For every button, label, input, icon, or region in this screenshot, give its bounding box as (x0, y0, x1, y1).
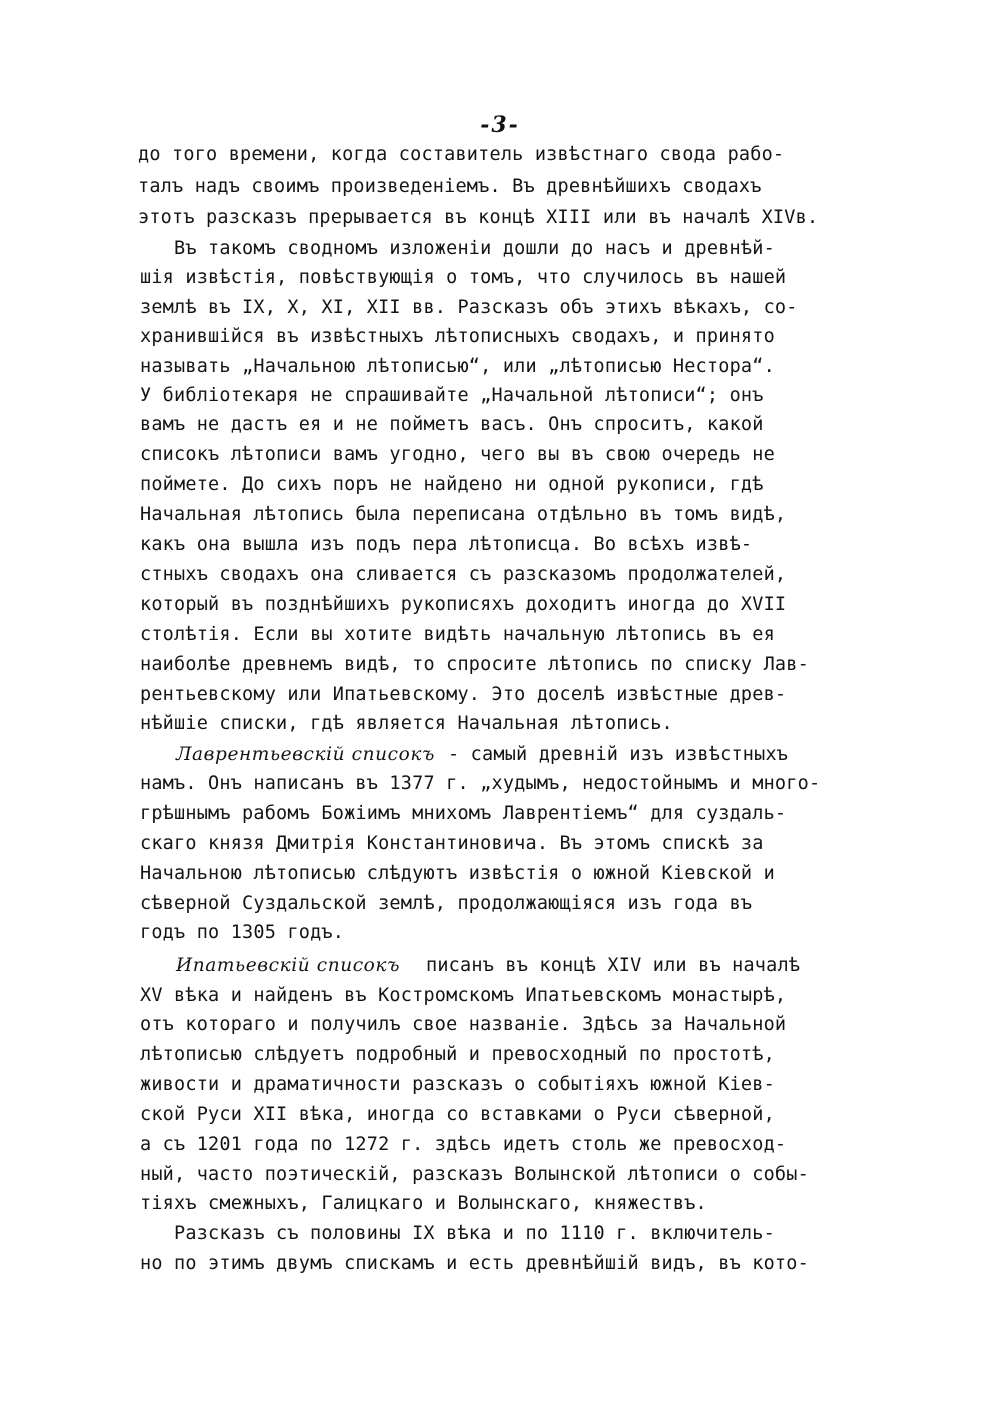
text-line-18: наиболѣе древнемъ видѣ, то спросите лѣтопись по списку Лав- (140, 654, 809, 675)
text-line-32: живости и драматичности разсказъ о событіяхъ южной Кіев- (140, 1074, 775, 1095)
text-line-34: а съ 1201 года по 1272 г. здѣсь идетъ столь же превосход- (140, 1134, 787, 1155)
text-line-25: Начальною лѣтописью слѣдуютъ извѣстія о южной Кіевской и (140, 863, 775, 884)
text-line-31: лѣтописью слѣдуетъ подробный и превосходный по простотѣ, (140, 1044, 775, 1065)
text-line-20: нѣйшіе списки, гдѣ является Начальная лѣтопись. (140, 713, 673, 734)
text-line-23: грѣшнымъ рабомъ Божіимъ мнихомъ Лаврентіемъ“ для суздаль- (140, 803, 787, 824)
text-line-22: намъ. Онъ написанъ въ 1377 г. „худымъ, недостойнымъ и много- (140, 773, 821, 794)
text-line-4: Въ такомъ сводномъ изложеніи дошли до насъ и древнѣй- (174, 238, 775, 259)
text-line-15: стныхъ сводахъ она сливается съ разсказомъ продолжателей, (140, 564, 787, 585)
text-line-14: какъ она вышла изъ подъ пера лѣтописца. Во всѣхъ извѣ- (140, 534, 753, 555)
text-line-3: этотъ разсказъ прерывается въ концѣ XIII или въ началѣ XIVв. (138, 207, 819, 228)
text-line-19: рентьевскому или Ипатьевскому. Это доселѣ извѣстные древ- (140, 684, 787, 705)
text-line-2: талъ надъ своимъ произведеніемъ. Въ древнѣйшихъ сводахъ (138, 176, 762, 197)
text-line-17: столѣтія. Если вы хотите видѣть начальную лѣтопись въ ея (140, 624, 775, 645)
text-line-29: XV вѣка и найденъ въ Костромскомъ Ипатьевскомъ монастырѣ, (140, 985, 787, 1006)
text-line-16: который въ позднѣйшихъ рукописяхъ доходитъ иногда до XVII (140, 594, 787, 615)
text-line-38: но по этимъ двумъ спискамъ и есть древнѣйшій видъ, въ кото- (140, 1253, 809, 1274)
text-line-5: шія извѣстія, повѣствующія о томъ, что случилось въ нашей (140, 267, 787, 288)
text-line-37: Разсказъ съ половины IX вѣка и по 1110 г. включитель- (174, 1223, 775, 1244)
text-line-36: тіяхъ смежныхъ, Галицкаго и Волынскаго, княжествъ. (140, 1193, 707, 1214)
text-line-24: скаго князя Дмитрія Константиновича. Въ этомъ спискѣ за (140, 833, 764, 854)
text-line-30: отъ котораго и получилъ свое названіе. Здѣсь за Начальной (140, 1014, 787, 1035)
text-line-27: годъ по 1305 годъ. (140, 922, 345, 943)
italic-heading-laurentian: Лаврентьевскій списокъ (176, 744, 435, 765)
text-line-10: вамъ не дастъ ея и не пойметъ васъ. Онъ спроситъ, какой (140, 414, 764, 435)
text-line-11: списокъ лѣтописи вамъ угодно, чего вы въ свою очередь не (140, 444, 775, 465)
text-line-6: землѣ въ IX, X, XI, XII вв. Разсказъ объ этихъ вѣкахъ, со- (140, 297, 798, 318)
text-line-9: У библіотекаря не спрашивайте „Начальной лѣтописи“; онъ (140, 385, 764, 406)
text-line-8: называть „Начальною лѣтописью“, или „лѣтописью Нестора“. (140, 356, 775, 377)
italic-heading-ipatiev: Ипатьевскій списокъ (176, 955, 400, 976)
text-line-12: поймете. До сихъ поръ не найдено ни одной рукописи, гдѣ (140, 474, 764, 495)
text-line-13: Начальная лѣтопись была переписана отдѣльно въ томъ видѣ, (140, 504, 787, 525)
text-line-1: до того времени, когда составитель извѣстнаго свода рабо- (138, 144, 785, 165)
text-line-7: хранившійся въ извѣстныхъ лѣтописныхъ сводахъ, и принято (140, 326, 775, 347)
text-line-26: сѣверной Суздальской землѣ, продолжающіяся изъ года въ (140, 893, 753, 914)
text-line-28: писанъ въ концѣ XIV или въ началѣ (426, 955, 801, 976)
text-line-33: ской Руси XII вѣка, иногда со вставками о Руси сѣверной, (140, 1104, 775, 1125)
text-line-35: ный, часто поэтическій, разсказъ Волынской лѣтописи о собы- (140, 1164, 809, 1185)
text-line-21: - самый древній изъ извѣстныхъ (448, 744, 789, 765)
page-number: -3- (480, 112, 520, 138)
